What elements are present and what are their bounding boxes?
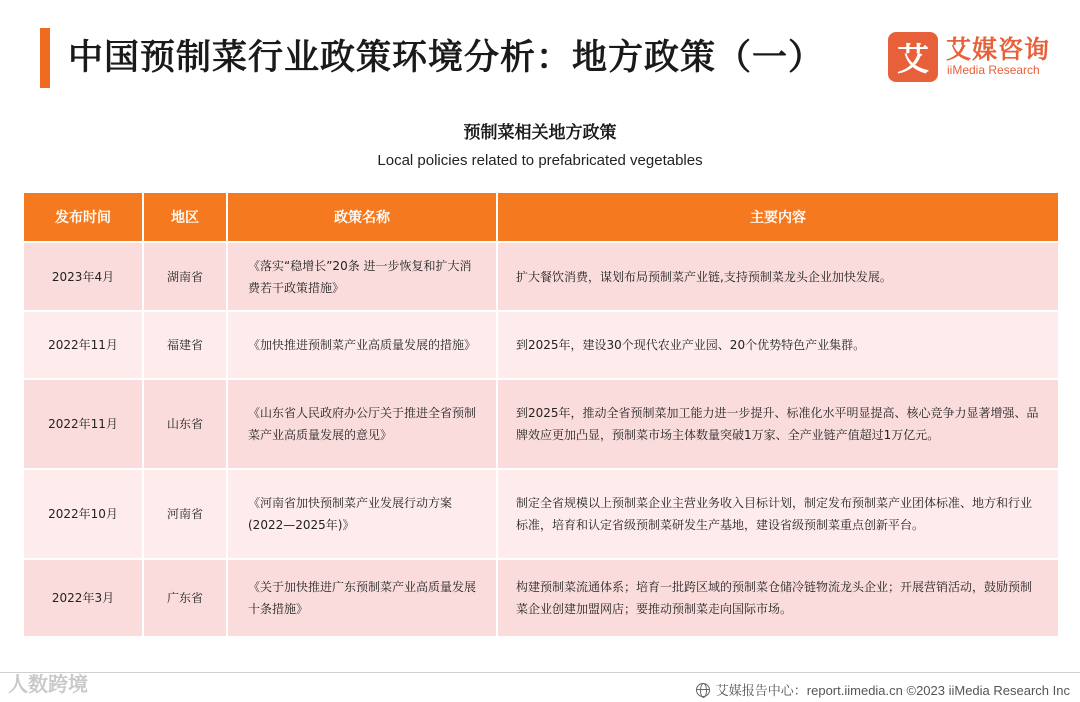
column-header-policy-name: 政策名称 bbox=[227, 192, 497, 242]
cell-region: 广东省 bbox=[143, 559, 227, 637]
cell-date: 2022年10月 bbox=[23, 469, 143, 559]
table-row bbox=[23, 311, 1059, 379]
cell-content: 到2025年，建设30个现代农业产业园、20个优势特色产业集群。 bbox=[497, 311, 1059, 379]
cell-date: 2022年11月 bbox=[23, 379, 143, 469]
cell-policy-name: 《落实“稳增长”20条 进一步恢复和扩大消费若干政策措施》 bbox=[227, 242, 497, 311]
cell-region: 山东省 bbox=[143, 379, 227, 469]
table-title: 预制菜相关地方政策 bbox=[463, 123, 617, 143]
table-subtitle: Local policies related to prefabricated vegetables bbox=[377, 152, 703, 169]
cell-date: 2023年4月 bbox=[23, 242, 143, 311]
footer-source-text: 艾媒报告中心：report.iimedia.cn ©2023 iiMedia Research Inc bbox=[715, 683, 1070, 698]
logo-name-cn: 艾媒咨询 bbox=[946, 35, 1051, 64]
cell-policy-name: 《山东省人民政府办公厅关于推进全省预制菜产业高质量发展的意见》 bbox=[227, 379, 497, 469]
iimedia-logo bbox=[888, 32, 1063, 82]
page-title: 中国预制菜行业政策环境分析：地方政策（一） bbox=[68, 38, 825, 78]
table-row bbox=[23, 559, 1059, 637]
table-row bbox=[23, 379, 1059, 469]
cell-policy-name: 《河南省加快预制菜产业发展行动方案(2022—2025年)》 bbox=[227, 469, 497, 559]
cell-content: 构建预制菜流通体系；培育一批跨区域的预制菜仓储冷链物流龙头企业；开展营销活动，鼓励预制菜企业创建加盟网店；要推动预制菜走向国际市场。 bbox=[497, 559, 1059, 637]
column-header-date: 发布时间 bbox=[23, 192, 143, 242]
logo-mark-icon: 艾 bbox=[888, 32, 938, 82]
logo-name-en: iiMedia Research bbox=[947, 63, 1040, 77]
cell-content: 制定全省规模以上预制菜企业主营业务收入目标计划，制定发布预制菜产业团体标准、地方和行业标准，培育和认定省级预制菜研发生产基地，建设省级预制菜重点创新平台。 bbox=[497, 469, 1059, 559]
cell-content: 扩大餐饮消费，谋划布局预制菜产业链,支持预制菜龙头企业加快发展。 bbox=[497, 242, 1059, 311]
footer-divider bbox=[0, 672, 1080, 673]
globe-icon bbox=[696, 683, 710, 697]
column-header-region: 地区 bbox=[143, 192, 227, 242]
title-accent-bar bbox=[40, 28, 50, 88]
table-row bbox=[23, 242, 1059, 311]
cell-region: 湖南省 bbox=[143, 242, 227, 311]
cell-policy-name: 《加快推进预制菜产业高质量发展的措施》 bbox=[227, 311, 497, 379]
cell-region: 福建省 bbox=[143, 311, 227, 379]
table-row bbox=[23, 469, 1059, 559]
footer-source bbox=[696, 680, 1070, 699]
cell-policy-name: 《关于加快推进广东预制菜产业高质量发展十条措施》 bbox=[227, 559, 497, 637]
cell-date: 2022年11月 bbox=[23, 311, 143, 379]
cell-region: 河南省 bbox=[143, 469, 227, 559]
cell-date: 2022年3月 bbox=[23, 559, 143, 637]
cell-content: 到2025年，推动全省预制菜加工能力进一步提升、标准化水平明显提高、核心竞争力显著增强、品牌效应更加凸显，预制菜市场主体数量突破1万家、全产业链产值超过1万亿元。 bbox=[497, 379, 1059, 469]
policy-table bbox=[22, 191, 1060, 638]
column-header-content: 主要内容 bbox=[497, 192, 1059, 242]
watermark: 人数跨境 bbox=[8, 672, 88, 696]
table-header-row bbox=[23, 192, 1059, 242]
